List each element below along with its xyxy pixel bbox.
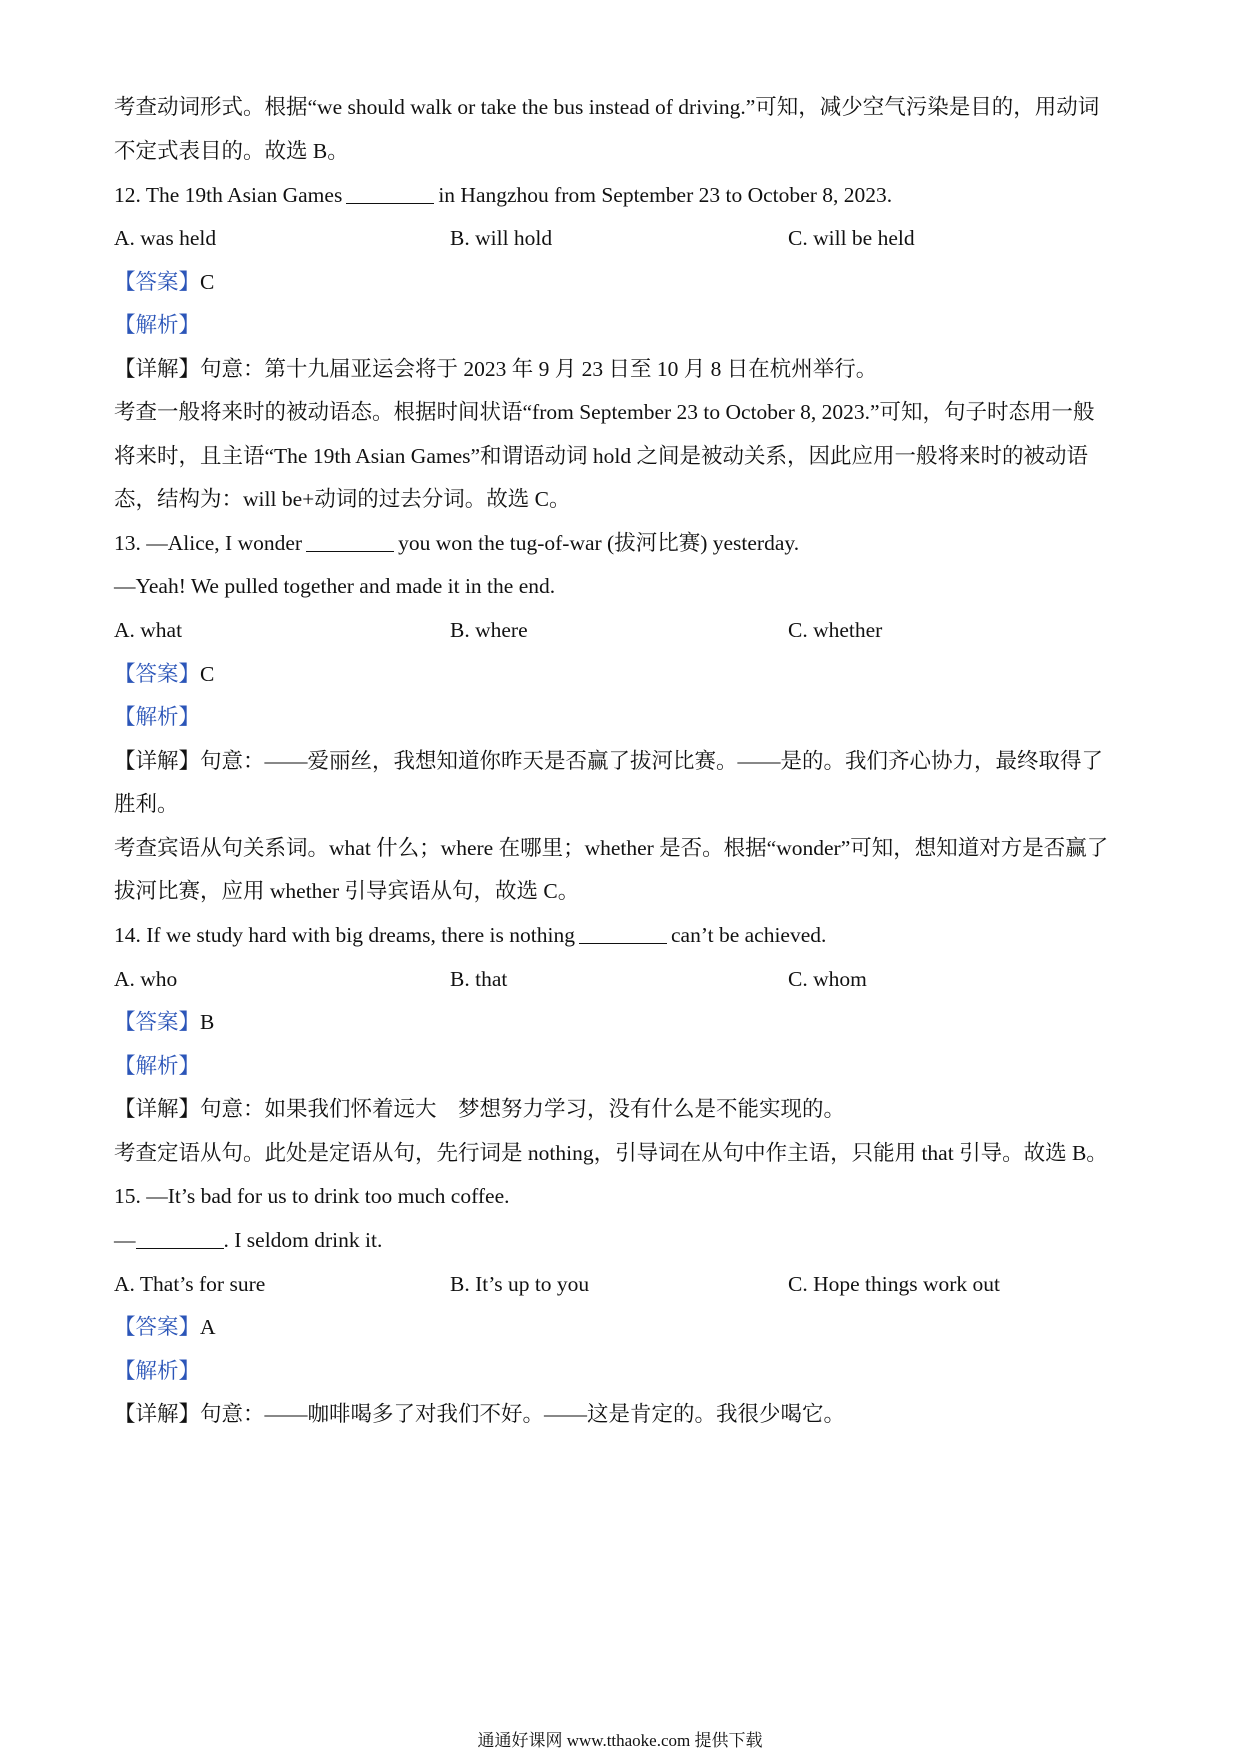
answer-tag: 【答案】 (114, 270, 201, 294)
q12-stem-part-a: 12. The 19th Asian Games (114, 183, 343, 207)
q13-explain-2: 拔河比赛，应用 whether 引导宾语从句，故选 C。 (114, 879, 580, 903)
q12-stem-part-b: in Hangzhou from September 23 to October 8, 2023. (438, 183, 893, 207)
analysis-tag: 【解析】 (114, 313, 201, 337)
q14-option-b: B. that (450, 967, 508, 991)
q15-option-c: C. Hope things work out (788, 1272, 1001, 1296)
answer-value: B (200, 1010, 215, 1034)
q13-stem-part-b: you won the tug-of-war (拔河比赛) yesterday. (398, 531, 800, 555)
q15-option-b: B. It’s up to you (450, 1272, 590, 1296)
answer-tag: 【答案】 (114, 1315, 201, 1339)
q14-blank (579, 923, 667, 944)
q13-stem-part-a: 13. —Alice, I wonder (114, 531, 303, 555)
q15-reply (114, 1225, 1130, 1255)
q12-option-c: C. will be held (788, 226, 915, 250)
q12-option-a: A. was held (114, 226, 217, 250)
detail-tag: 【详解】 (114, 357, 201, 381)
q15-analysis (114, 1356, 1130, 1386)
q14-option-a: A. who (114, 967, 178, 991)
q13-detail-2: 胜利。 (114, 792, 179, 816)
q15-reply-part-b: . I seldom drink it. (223, 1228, 383, 1252)
q13-explain-1: 考查宾语从句关系词。what 什么；where 在哪里；whether 是否。根据“wonder”可知，想知道对方是否赢了 (114, 836, 1109, 860)
q15-answer (114, 1312, 1130, 1342)
q13-blank (306, 531, 394, 552)
detail-text: 句意：如果我们怀着远大 梦想努力学习，没有什么是不能实现的。 (200, 1097, 846, 1121)
q14-analysis (114, 1051, 1130, 1081)
q12-analysis (114, 310, 1130, 340)
q12-detail (114, 354, 1130, 384)
detail-tag: 【详解】 (114, 1097, 201, 1121)
answer-tag: 【答案】 (114, 1010, 201, 1034)
q13-answer (114, 659, 1130, 689)
q13-detail (114, 746, 1130, 776)
q12-option-b: B. will hold (450, 226, 553, 250)
q13-reply: —Yeah! We pulled together and made it in the end. (114, 574, 556, 598)
q13-stem (114, 528, 1130, 558)
analysis-tag: 【解析】 (114, 1359, 201, 1383)
answer-value: C (200, 662, 215, 686)
detail-tag: 【详解】 (114, 1402, 201, 1426)
q12-stem (114, 180, 1130, 210)
q12-explain-2: 将来时，且主语“The 19th Asian Games”和谓语动词 hold 之间是被动关系，因此应用一般将来时的被动语 (114, 444, 1089, 468)
q12-explain-3: 态，结构为：will be+动词的过去分词。故选 C。 (114, 487, 571, 511)
q12-blank (346, 183, 434, 204)
detail-tag: 【详解】 (114, 749, 201, 773)
q13-analysis (114, 702, 1130, 732)
q13-option-a: A. what (114, 618, 183, 642)
detail-text: 句意：——咖啡喝多了对我们不好。——这是肯定的。我很少喝它。 (200, 1402, 846, 1426)
q15-option-a: A. That’s for sure (114, 1272, 266, 1296)
detail-text: 句意：第十九届亚运会将于 2023 年 9 月 23 日至 10 月 8 日在杭州举行。 (200, 357, 878, 381)
q15-stem: 15. —It’s bad for us to drink too much coffee. (114, 1184, 510, 1208)
q14-stem (114, 920, 1130, 950)
detail-text: 句意：——爱丽丝，我想知道你昨天是否赢了拔河比赛。——是的。我们齐心协力，最终取得了 (200, 749, 1104, 773)
q14-option-c: C. whom (788, 967, 867, 991)
q14-stem-part-b: can’t be achieved. (670, 923, 827, 947)
q14-explain-1: 考查定语从句。此处是定语从句，先行词是 nothing，引导词在从句中作主语，只能用 that 引导。故选 B。 (114, 1141, 1108, 1165)
intro-line-2: 不定式表目的。故选 B。 (114, 139, 349, 163)
analysis-tag: 【解析】 (114, 705, 201, 729)
answer-value: C (200, 270, 215, 294)
q15-blank (136, 1228, 224, 1249)
q13-option-b: B. where (450, 618, 528, 642)
q12-explain-1: 考查一般将来时的被动语态。根据时间状语“from September 23 to October 8, 2023.”可知，句子时态用一般 (114, 400, 1095, 424)
q12-answer (114, 267, 1130, 297)
answer-value: A (200, 1315, 216, 1339)
q14-stem-part-a: 14. If we study hard with big dreams, there is nothing (114, 923, 575, 947)
q15-reply-part-a: — (114, 1228, 136, 1252)
q14-answer (114, 1007, 1130, 1037)
q15-detail (114, 1399, 1130, 1429)
q14-detail (114, 1094, 1130, 1124)
answer-tag: 【答案】 (114, 662, 201, 686)
intro-line-1: 考查动词形式。根据“we should walk or take the bus instead of driving.”可知，减少空气污染是目的，用动词 (114, 95, 1100, 119)
page-footer: 通通好课网 www.tthaoke.com 提供下载 (477, 1731, 763, 1750)
analysis-tag: 【解析】 (114, 1054, 201, 1078)
q13-option-c: C. whether (788, 618, 883, 642)
